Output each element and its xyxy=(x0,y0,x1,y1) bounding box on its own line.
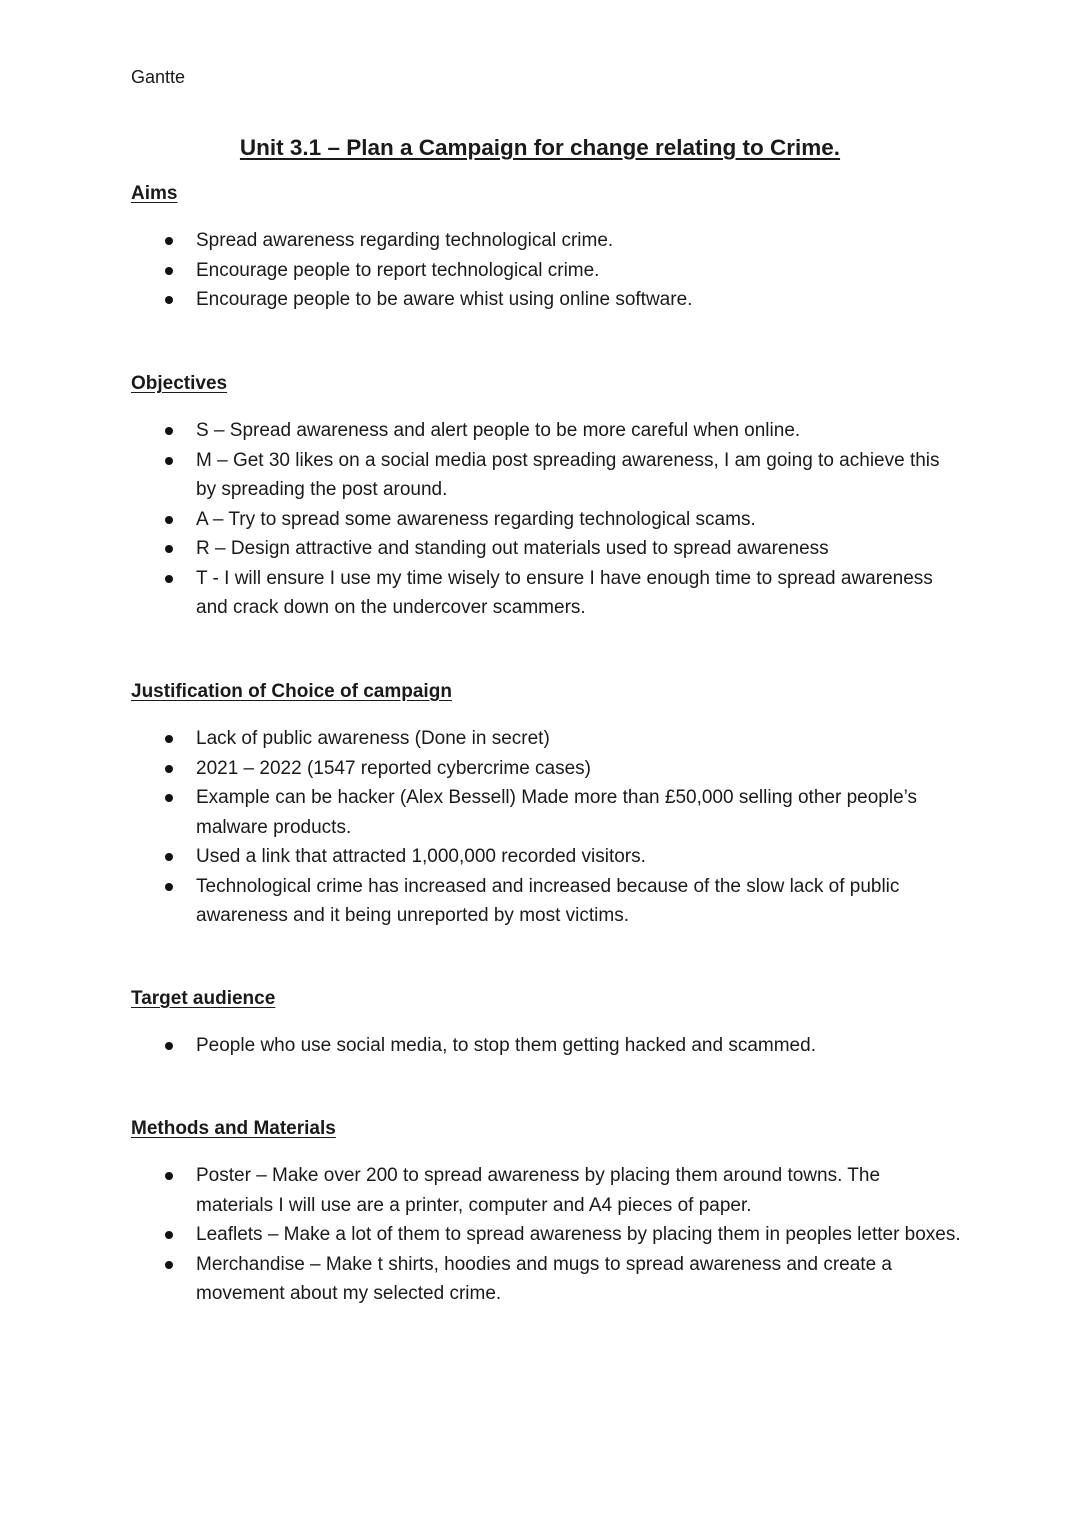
aims-list-item: Spread awareness regarding technological crime. xyxy=(131,226,961,256)
page-header: Gantte xyxy=(131,67,186,87)
justification-list-item: 2021 – 2022 (1547 reported cybercrime cases) xyxy=(131,754,961,784)
justification-list-item: Used a link that attracted 1,000,000 recorded visitors. xyxy=(131,842,961,872)
aims-list-item: Encourage people to report technological crime. xyxy=(131,256,961,286)
aims-section xyxy=(131,182,961,315)
methods-list-item: Leaflets – Make a lot of them to spread awareness by placing them in peoples letter boxes. xyxy=(131,1220,961,1250)
methods-list xyxy=(131,1161,961,1309)
methods-section xyxy=(131,1117,961,1309)
target-audience-heading: Target audience xyxy=(131,988,276,1009)
justification-list-item: Lack of public awareness (Done in secret) xyxy=(131,724,961,754)
target-audience-section xyxy=(131,987,961,1061)
justification-list-item: Technological crime has increased and increased because of the slow lack of public awareness and it being unreported by most victims. xyxy=(131,872,961,931)
objectives-list-item: M – Get 30 likes on a social media post spreading awareness, I am going to achieve this by spreading the post around. xyxy=(131,446,961,505)
justification-heading: Justification of Choice of campaign xyxy=(131,681,452,702)
objectives-section xyxy=(131,372,961,623)
objectives-list-item: S – Spread awareness and alert people to be more careful when online. xyxy=(131,416,961,446)
methods-list-item: Merchandise – Make t shirts, hoodies and mugs to spread awareness and create a movement about my selected crime. xyxy=(131,1250,961,1309)
justification-list-item: Example can be hacker (Alex Bessell) Made more than £50,000 selling other people’s malware products. xyxy=(131,783,961,842)
objectives-list-item: T - I will ensure I use my time wisely to ensure I have enough time to spread awareness and crack down on the undercover scammers. xyxy=(131,564,961,623)
objectives-list xyxy=(131,416,961,623)
methods-list-item: Poster – Make over 200 to spread awareness by placing them around towns. The materials I will use are a printer, computer and A4 pieces of paper. xyxy=(131,1161,961,1220)
objectives-heading: Objectives xyxy=(131,373,228,394)
aims-list xyxy=(131,226,961,315)
target-audience-list xyxy=(131,1031,961,1061)
methods-heading: Methods and Materials xyxy=(131,1118,336,1139)
aims-list-item: Encourage people to be aware whist using online software. xyxy=(131,285,961,315)
objectives-list-item: A – Try to spread some awareness regarding technological scams. xyxy=(131,505,961,535)
aims-heading: Aims xyxy=(131,183,178,204)
objectives-list-item: R – Design attractive and standing out materials used to spread awareness xyxy=(131,534,961,564)
justification-list xyxy=(131,724,961,931)
document-title: Unit 3.1 – Plan a Campaign for change relating to Crime. xyxy=(239,135,841,160)
target-audience-list-item: People who use social media, to stop them getting hacked and scammed. xyxy=(131,1031,961,1061)
justification-section xyxy=(131,680,961,931)
